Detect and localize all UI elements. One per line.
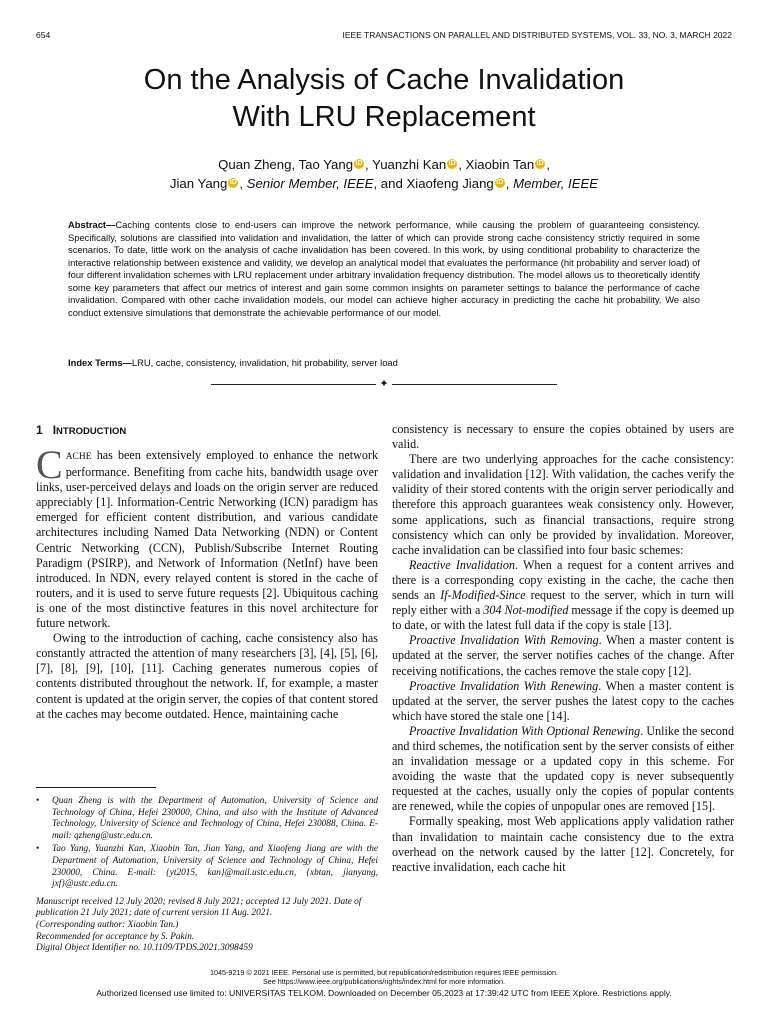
index-terms bbox=[68, 357, 700, 370]
paragraph: Owing to the introduction of caching, cache consistency also has constantly attracted the attention of many researchers [3], [4], [5], [6], [7], [8], [9], [10], [11]. Caching generates numerous copies of contents distributed throughout the network. If, for example, a master content is updated at the origin server, the copies of that content stored at the caches may become outdated. Hence, maintaining cache bbox=[36, 631, 378, 721]
recommended-by: Recommended for acceptance by S. Pakin. bbox=[36, 931, 195, 942]
drop-cap: C bbox=[36, 442, 63, 487]
paragraph: CACHE has been extensively employed to enhance the network performance. Benefiting from cache hits, bandwidth usage over links, user-perceived delays and loads on the origin server are reduced appreciably [1]. Information-Centric Networking (ICN) paradigm has emerged for efficient content distribution, and various candidate architectures including Named Data Networking (NDN) or Content Centric Networking (CCN), Publish/Subscribe Internet Routing Paradigm (PSIRP), and Network of Information (NetInf) have been introduced. In NDN, every relayed content is stored in the cache of routers, and it is used to serve future requests [2]. Ubiquitous caching is one of the most distinctive features in this novel architecture for future network. bbox=[36, 442, 378, 631]
author-name: Quan Zheng bbox=[218, 157, 292, 172]
footnote-rule bbox=[36, 787, 156, 788]
author-conjunction: and bbox=[380, 176, 403, 191]
bullet-icon: • bbox=[36, 796, 40, 806]
license-notice: Authorized licensed use limited to: UNIVERSITAS TELKOM. Downloaded on December 05,2023 at 17:39:42 UTC from IEEE Xplore. Restrictions apply. bbox=[96, 988, 672, 998]
paragraph: Proactive Invalidation With Optional Renewing. Unlike the second and third schemes, the notification sent by the server consists of either an invalidation message or a updated copy in this scheme. For avoiding the waste that the updated copy is never subsequently requested at the caches, usually only the copies of popular contents are renewed, while the copies of unpopular ones are removed [15]. bbox=[392, 723, 734, 814]
abstract-text: Caching contents close to end-users can improve the network performance, while causing the problem of guaranteeing consistency. Specifically, solutions are classified into validation and invalidation, the latter of which can provide strong cache consistency strictly required in some scenarios. To date, little work on the analysis of cache invalidation has been covered. In this work, by using conditional probability to characterize the interactive relationship between existence and validity, we develop an analytical model that evaluates the performance (hit probability and server load) of four different invalidation schemes with LRU replacement under arbitrary invalidation frequency distribution. The model allows us to theoretically identify some key parameters that affect our metrics of interest and gain some common insights on parameter settings to balance the performance of cache invalidation. Compared with other cache invalidation models, our model can achieve higher accuracy in predicting the cache hit probability. We also conduct extensive simulations that demonstrate the achievable performance of our model. bbox=[68, 219, 700, 318]
title-line-1: On the Analysis of Cache Invalidation bbox=[143, 64, 625, 96]
paper-title bbox=[0, 62, 768, 136]
corresponding-author: (Corresponding author: Xiaobin Tan.) bbox=[36, 919, 179, 930]
paragraph: Proactive Invalidation With Removing. When a master content is updated at the server, the server notifies caches of the change. After receiving notifications, the caches remove the stale copy [12]. bbox=[392, 633, 734, 678]
orcid-icon[interactable]: iD bbox=[229, 179, 237, 186]
orcid-icon[interactable]: iD bbox=[536, 160, 544, 167]
author-name: Xiaobin Tan bbox=[465, 157, 535, 172]
section-number: 1 bbox=[36, 423, 43, 437]
orcid-icon[interactable]: iD bbox=[355, 160, 363, 167]
author-name: Xiaofeng Jiang bbox=[406, 176, 494, 191]
smallcaps-word: ACHE bbox=[65, 452, 92, 462]
footnote-item: • Quan Zheng is with the Department of Automation, University of Science and Technology of China, Hefei 230000, China, and also with the Institute of Advanced Technology, University of Science and Technology of China, Hefei 230088, China. E-mail: qzheng@ustc.edu.cn. bbox=[36, 796, 378, 841]
left-column bbox=[36, 422, 378, 722]
orcid-icon[interactable]: iD bbox=[448, 160, 456, 167]
section-heading bbox=[36, 422, 378, 440]
bullet-icon: • bbox=[36, 844, 40, 855]
paragraph: consistency is necessary to ensure the copies obtained by users are valid. bbox=[392, 422, 734, 452]
paragraph: There are two underlying approaches for the cache consistency: validation and invalidation [12]. With validation, the caches verify the validity of their stored contents with the origin server periodically and therefore this approach guarantees weak consistency only. However, some applications, such as financial transactions, require strong consistency which can only be provided by invalidation. Moreover, cache invalidation can be classified into four basic schemes: bbox=[392, 452, 734, 557]
author-list: Quan Zheng, Tao Yang iD , Yuanzhi Kan iD , Xiaobin Tan iD , Jian Yang iD , Senior Member, IEEE, and Xiaofeng Jiang iD , Member, IEEE bbox=[169, 157, 599, 191]
scheme-name: Proactive Invalidation With Optional Renewing bbox=[409, 723, 641, 738]
author-role: Senior Member, IEEE bbox=[246, 176, 374, 191]
scheme-name: Reactive Invalidation bbox=[409, 557, 515, 572]
author-name: Jian Yang bbox=[169, 176, 228, 191]
page-number: 654 bbox=[36, 30, 51, 40]
orcid-icon[interactable]: iD bbox=[496, 179, 504, 186]
author-name: Tao Yang bbox=[298, 157, 354, 172]
right-column bbox=[392, 422, 734, 875]
doi[interactable]: Digital Object Identifier no. 10.1109/TPDS.2021.3098459 bbox=[36, 943, 253, 954]
abstract-label: Abstract— bbox=[68, 219, 116, 230]
index-terms-text: LRU, cache, consistency, invalidation, hit probability, server load bbox=[131, 357, 398, 368]
abstract bbox=[68, 219, 700, 319]
author-role: Member, IEEE bbox=[513, 176, 599, 191]
paragraph: Formally speaking, most Web applications apply validation rather than invalidation to maintain cache consistency due to the extra overhead on the network caused by the latter [12]. Concretely, for reactive invalidation, each cache hit bbox=[392, 814, 734, 874]
manuscript-info bbox=[36, 897, 378, 955]
author-name: Yuanzhi Kan bbox=[372, 157, 447, 172]
scheme-name: Proactive Invalidation With Renewing bbox=[409, 678, 599, 693]
copyright-notice: 1045-9219 © 2021 IEEE. Personal use is permitted, but republication/redistribution requires IEEE permission. See https://www.ieee.org/publications/rights/index.html for more information. bbox=[0, 968, 768, 986]
manuscript-dates: Manuscript received 12 July 2020; revised 8 July 2021; accepted 12 July 2021. Date of publication 21 July 2021; date of current version 11 Aug. 2021. bbox=[36, 896, 362, 919]
divider-ornament-icon: ✦ bbox=[376, 377, 392, 391]
paragraph: Reactive Invalidation. When a request for a content arrives and there is a corresponding copy existing in the cache, the cache then sends an If-Modified-Since request to the server, which in turn will reply either with a 304 Not-modified message if the copy is deemed up to date, or with the latest full data if the copy is stale [13]. bbox=[392, 557, 735, 633]
section-title-rest: NTRODUCTION bbox=[56, 426, 127, 437]
section-title-initial: I bbox=[52, 423, 57, 437]
scheme-name: Proactive Invalidation With Removing bbox=[409, 633, 599, 648]
rights-link[interactable]: See https://www.ieee.org/publications/rights/index.html for more information. bbox=[262, 977, 506, 986]
paragraph: Proactive Invalidation With Renewing. When a master content is updated at the server, the server pushes the latest copy to the caches which have stored the stale one [14]. bbox=[392, 678, 734, 723]
footnote-item: • Tao Yang, Yuanzhi Kan, Xiaobin Tan, Jian Yang, and Xiaofeng Jiang are with the Department of Automation, University of Science and Technology of China, Hefei 230000, China. E-mail: {yt2015, kan}@mail.ustc.edu.cn, {xbtan, jianyang, jxf}@ustc.edu.cn. bbox=[36, 844, 378, 890]
index-terms-label: Index Terms— bbox=[68, 357, 132, 368]
journal-header: IEEE TRANSACTIONS ON PARALLEL AND DISTRIBUTED SYSTEMS, VOL. 33, NO. 3, MARCH 2022 bbox=[342, 30, 732, 40]
footnotes bbox=[36, 796, 378, 955]
title-line-2: With LRU Replacement bbox=[232, 101, 536, 133]
